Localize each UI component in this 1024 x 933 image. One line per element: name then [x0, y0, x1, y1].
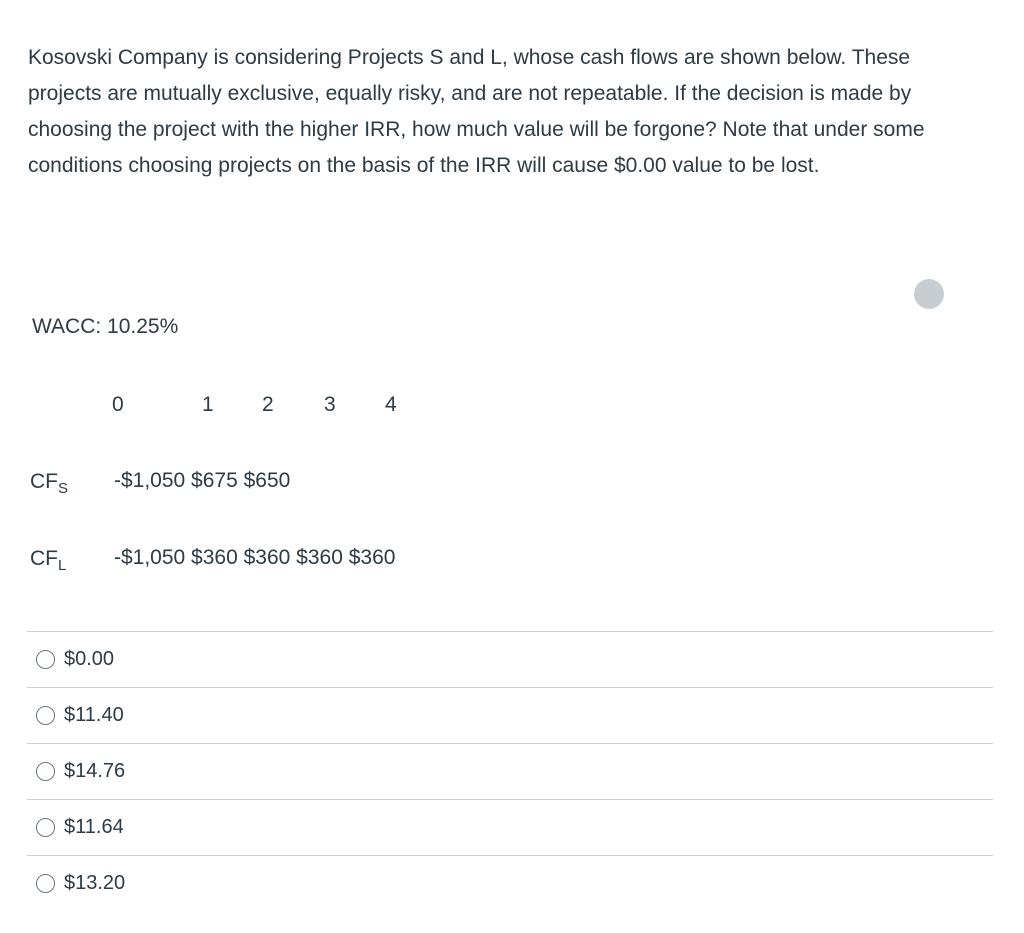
answer-options	[27, 631, 993, 911]
radio-button[interactable]	[36, 706, 55, 725]
answer-option[interactable]	[27, 855, 993, 911]
answer-option[interactable]	[27, 743, 993, 799]
answer-label: $13.20	[64, 872, 126, 894]
cash-flow-s-label	[30, 467, 68, 504]
radio-button[interactable]	[36, 874, 55, 893]
wacc-label: WACC: 10.25%	[32, 315, 179, 338]
period-1: 1	[202, 393, 214, 416]
period-4: 4	[385, 393, 397, 416]
answer-label: $0.00	[64, 648, 115, 670]
answer-option[interactable]	[27, 799, 993, 855]
cf-s-label-text: CF	[30, 470, 58, 493]
cf-l-label-text: CF	[30, 547, 58, 570]
question-text: Kosovski Company is considering Projects S and L, whose cash flows are shown below. These projects are mutually exclusive, equally risky, and are not repeatable. If the decision is made by choosing the project with the higher IRR, how much value will be forgone? Note that under some conditions choosing projects on the basis of the IRR will cause $0.00 value to be lost.	[28, 46, 925, 177]
period-3: 3	[324, 393, 336, 416]
radio-button[interactable]	[36, 762, 55, 781]
answer-option[interactable]	[27, 687, 993, 743]
cash-flow-l-values: -$1,050 $360 $360 $360 $360	[114, 546, 396, 569]
cash-flow-l-label	[30, 544, 66, 581]
question-status-dot	[914, 279, 944, 309]
radio-button[interactable]	[36, 650, 55, 669]
radio-button[interactable]	[36, 818, 55, 837]
answer-label: $11.40	[64, 704, 124, 726]
cash-flow-s-values: -$1,050 $675 $650	[114, 469, 291, 492]
answer-label: $11.64	[64, 816, 124, 838]
cf-s-subscript: S	[58, 480, 69, 497]
answer-option[interactable]	[27, 631, 993, 687]
answer-label: $14.76	[64, 760, 126, 782]
cf-l-subscript: L	[58, 557, 67, 574]
period-0: 0	[112, 393, 124, 416]
period-2: 2	[262, 393, 274, 416]
